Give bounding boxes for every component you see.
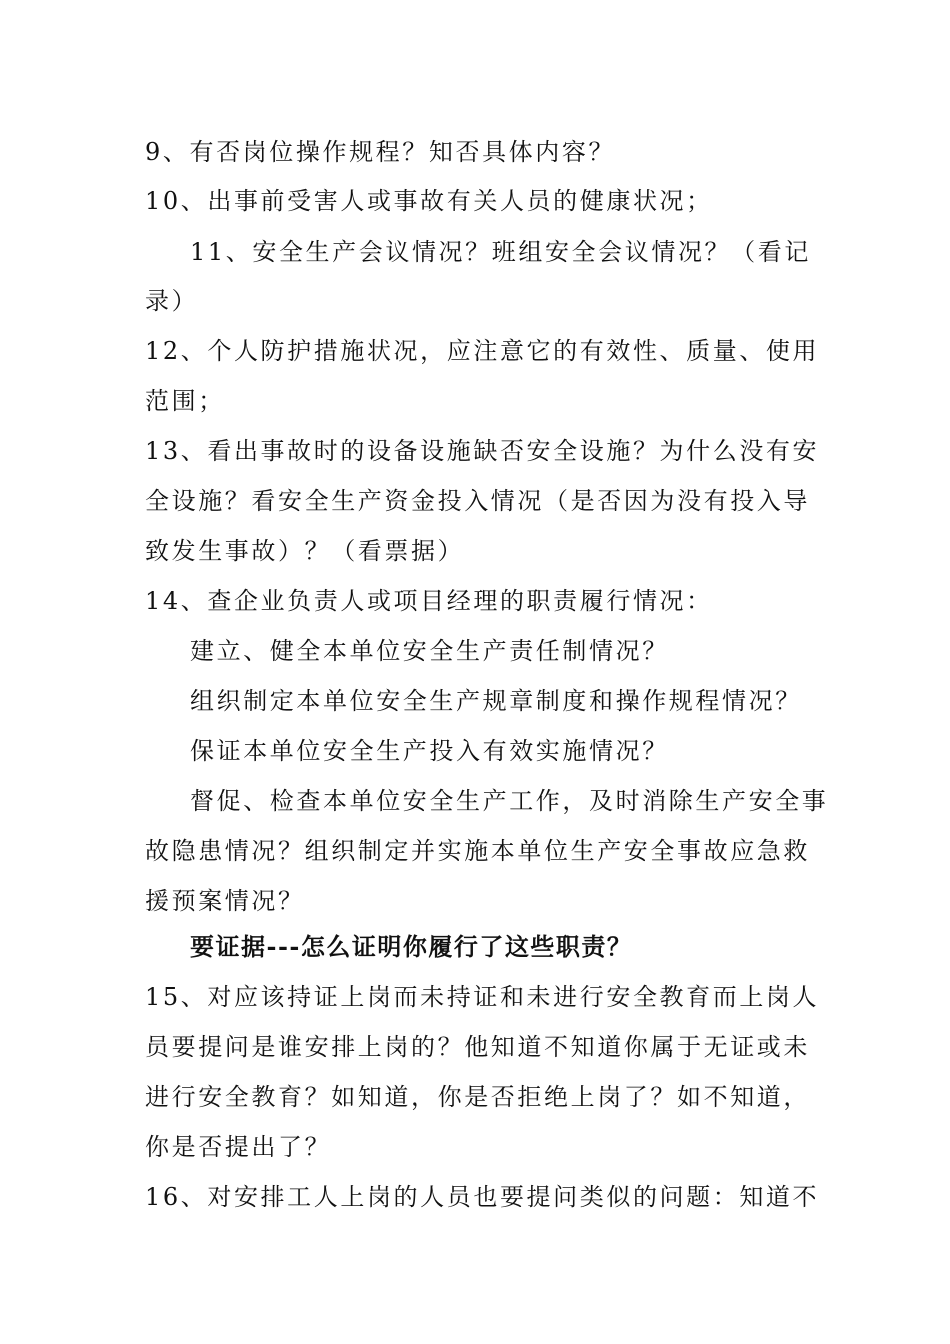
item-14-sub-1: 建立、健全本单位安全生产责任制情况？ [190,637,669,665]
item-10-line: 10、出事前受害人或事故有关人员的健康状况； [145,187,713,215]
item-13-continuation-1: 全设施？看安全生产资金投入情况（是否因为没有投入导 [145,487,810,515]
item-12-continuation: 范围； [145,387,225,415]
item-15-continuation-2: 进行安全教育？如知道，你是否拒绝上岗了？如不知道， [145,1083,810,1111]
item-15-continuation-1: 员要提问是谁安排上岗的？他知道不知道你属于无证或未 [145,1033,810,1061]
item-14-line: 14、查企业负责人或项目经理的职责履行情况： [145,587,713,615]
evidence-heading: 要证据---怎么证明你履行了这些职责？ [190,932,633,961]
item-13-continuation-2: 致发生事故）？（看票据） [145,537,465,565]
item-13-line: 13、看出事故时的设备设施缺否安全设施？为什么没有安 [145,437,820,465]
item-9-line: 9、有否岗位操作规程？知否具体内容？ [145,138,616,166]
item-15-line: 15、对应该持证上岗而未持证和未进行安全教育而上岗人 [145,983,820,1011]
item-16-line: 16、对安排工人上岗的人员也要提问类似的问题：知道不 [145,1183,820,1211]
item-14-sub-4: 督促、检查本单位安全生产工作，及时消除生产安全事 [190,787,829,815]
item-14-sub-2: 组织制定本单位安全生产规章制度和操作规程情况？ [190,687,802,715]
item-12-line: 12、个人防护措施状况，应注意它的有效性、质量、使用 [145,337,820,365]
item-14-sub-4-continuation-2: 援预案情况？ [145,887,305,915]
item-15-continuation-3: 你是否提出了？ [145,1133,332,1161]
item-14-sub-3: 保证本单位安全生产投入有效实施情况？ [190,737,669,765]
item-14-sub-4-continuation-1: 故隐患情况？组织制定并实施本单位生产安全事故应急救 [145,837,810,865]
item-11-continuation: 录） [145,287,199,315]
item-11-line: 11、安全生产会议情况？班组安全会议情况？（看记 [190,238,811,266]
